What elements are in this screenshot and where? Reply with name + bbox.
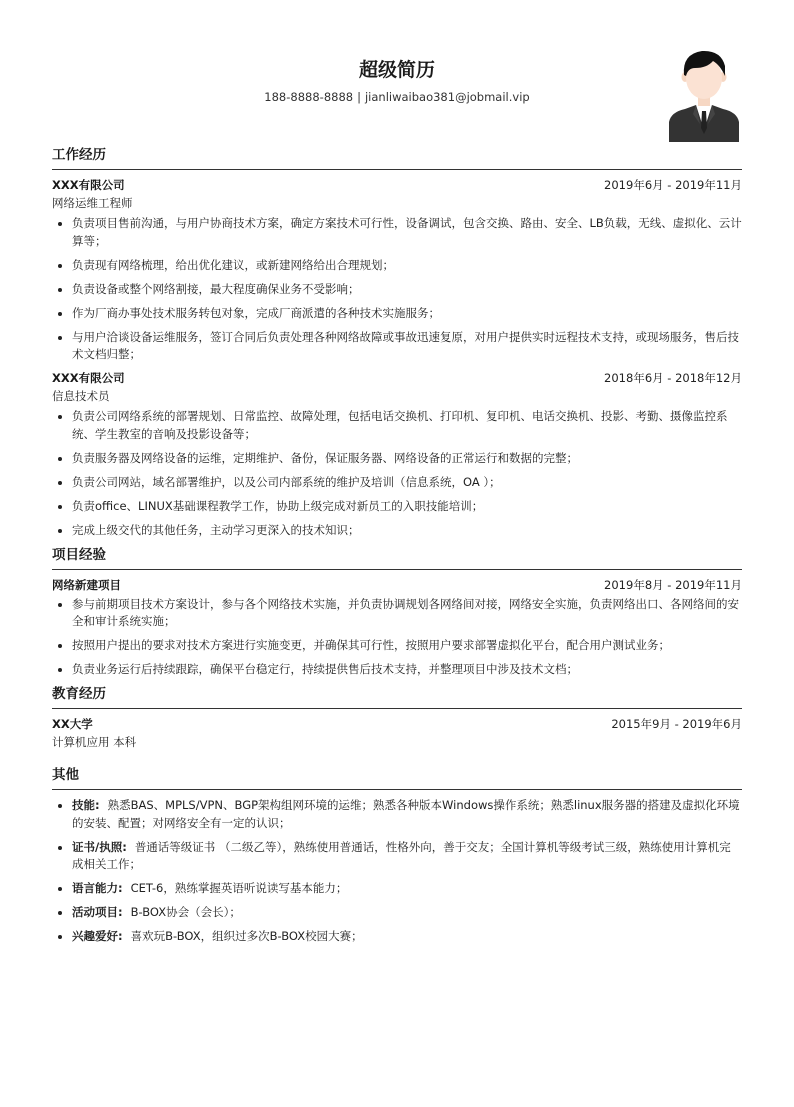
resume-title: 超级简历 (358, 59, 435, 81)
list-item: • 负责公司网站，域名部署维护，以及公司内部系统的维护及培训（信息系统，OA ）； (72, 474, 742, 492)
job-role: 网络运维工程师 (52, 196, 133, 210)
contact-separator: | (357, 90, 361, 104)
project-header (52, 577, 742, 594)
job-entry-2 (52, 370, 742, 539)
resume-page (52, 0, 742, 952)
education-date: 2015年9月 - 2019年6月 (611, 717, 742, 731)
job-header (52, 370, 742, 387)
list-item (72, 839, 742, 874)
list-item: • 负责现有网络梳理，给出优化建议，或新建网络给出合理规划； (72, 257, 742, 275)
item-label: 技能: (72, 798, 100, 812)
item-text: CET-6，熟练掌握英语听说读写基本能力； (130, 881, 348, 895)
item-text: 喜欢玩B-BOX，组织过多次B-BOX校园大赛； (130, 929, 363, 943)
list-item: • 完成上级交代的其他任务，主动学习更深入的技术知识； (72, 522, 742, 540)
list-item (72, 797, 742, 832)
project-duties-list (52, 596, 742, 679)
item-label: 语言能力: (72, 881, 123, 895)
job-duties-list (52, 215, 742, 364)
list-item: • 负责项目售前沟通，与用户协商技术方案，确定方案技术可行性，设备调试，包含交换、路由、安全、LB负载，无线、虚拟化、云计算等； (72, 215, 742, 250)
job-date: 2018年6月 - 2018年12月 (604, 371, 742, 385)
other-list (52, 797, 742, 946)
item-label: 证书/执照: (72, 839, 127, 854)
work-experience-section (52, 146, 742, 539)
school-name: XX大学 (52, 717, 93, 731)
item-label: 活动项目: (72, 905, 123, 919)
job-header (52, 177, 742, 194)
list-item: • 参与前期项目技术方案设计，参与各个网络技术实施，并负责协调规划各网络间对接，网络安全实施，负责网络出口、各网络间的安全和审计系统实施； (72, 596, 742, 631)
list-item: • 按照用户提出的要求对技术方案进行实施变更，并确保其可行性，按照用户要求部署虚拟化平台，配合用户测试业务； (72, 637, 742, 655)
resume-header (52, 0, 742, 146)
list-item (72, 880, 742, 898)
company-name: XXX有限公司 (52, 371, 125, 385)
job-duties-list (52, 408, 742, 539)
job-role: 信息技术员 (52, 389, 110, 403)
project-name: 网络新建项目 (52, 577, 121, 592)
item-text: 熟悉BAS、MPLS/VPN、BGP架构组网环境的运维；熟悉各种版本Windows操作系统；熟悉linux服务器的搭建及虚拟化环境的安装、配置；对网络安全有一定的认识； (72, 798, 740, 830)
list-item: • 负责设备或整个网络割接，最大程度确保业务不受影响； (72, 281, 742, 299)
list-item: • 负责服务器及网络设备的运维，定期维护、备份，保证服务器、网络设备的正常运行和数据的完整； (72, 450, 742, 468)
project-entry-1 (52, 577, 742, 679)
project-date: 2019年8月 - 2019年11月 (604, 577, 742, 592)
section-title-other: 其他 (52, 766, 742, 790)
list-item: • 与用户洽谈设备运维服务，签订合同后负责处理各种网络故障或事故迅速复原，对用户提供实时远程技术支持，或现场服务，售后技术文档归整； (72, 329, 742, 364)
section-title-education: 教育经历 (52, 685, 742, 709)
list-item: • 作为厂商办事处技术服务转包对象，完成厂商派遣的各种技术实施服务； (72, 305, 742, 323)
company-name: XXX有限公司 (52, 178, 125, 192)
projects-section (52, 546, 742, 679)
job-entry-1 (52, 177, 742, 364)
avatar-illustration (669, 48, 739, 142)
avatar (669, 48, 739, 142)
list-item: • 负责业务运行后持续跟踪，确保平台稳定行，持续提供售后技术支持，并整理项目中涉及技术文档； (72, 661, 742, 679)
education-major: 计算机应用 本科 (52, 735, 137, 749)
section-title-work: 工作经历 (52, 146, 742, 170)
list-item: • 负责公司网络系统的部署规划、日常监控、故障处理，包括电话交换机、打印机、复印机、电话交换机、投影、考勤、摄像监控系统、学生教室的音响及投影设备等； (72, 408, 742, 443)
item-text: 普通话等级证书 （二级乙等），熟练使用普通话，性格外向，善于交友；全国计算机等级考试三级，熟练使用计算机完成相关工作； (72, 839, 731, 871)
other-section (52, 766, 742, 946)
list-item: • 负责office、LINUX基础课程教学工作，协助上级完成对新员工的入职技能培训； (72, 498, 742, 516)
list-item (72, 904, 742, 922)
section-title-projects: 项目经验 (52, 546, 742, 570)
education-section (52, 685, 742, 752)
job-date: 2019年6月 - 2019年11月 (604, 178, 742, 192)
education-header (52, 716, 742, 733)
list-item (72, 928, 742, 946)
item-text: B-BOX协会（会长）； (130, 905, 241, 919)
email-address: jianliwaibao381@jobmail.vip (364, 90, 530, 104)
phone-number: 188-8888-8888 (264, 90, 354, 104)
contact-line (52, 90, 742, 104)
item-label: 兴趣爱好: (72, 929, 123, 943)
